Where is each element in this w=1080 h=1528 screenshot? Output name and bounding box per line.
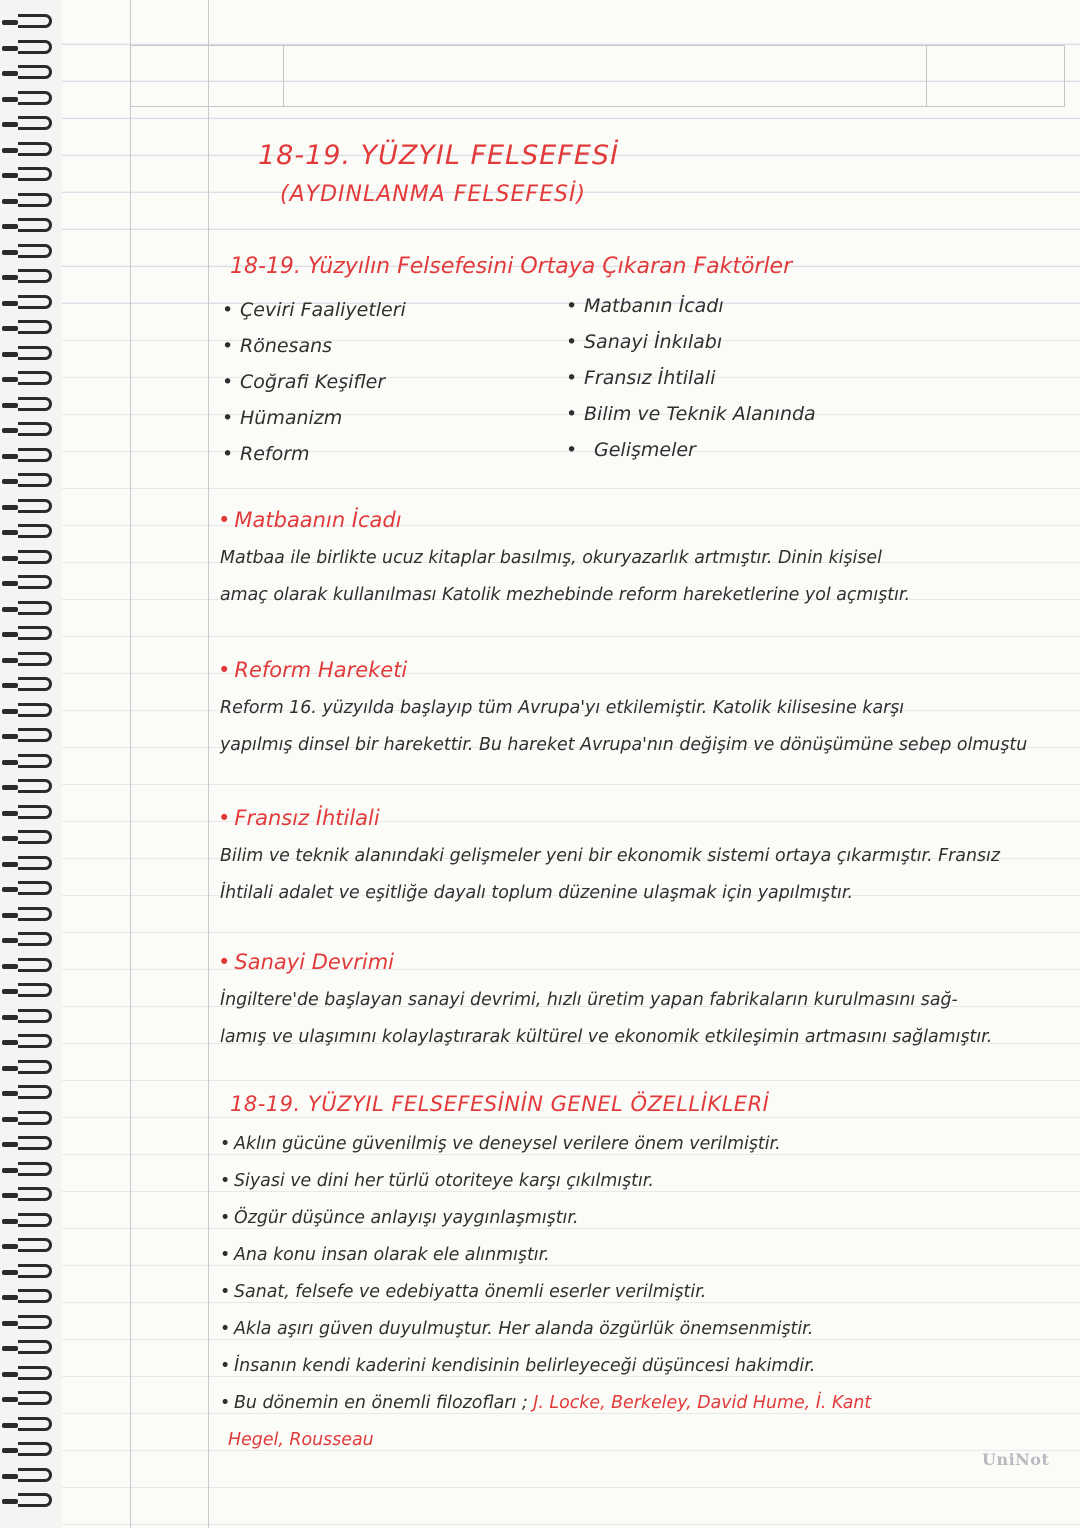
spiral-ring (18, 244, 52, 258)
spiral-ring (18, 1289, 52, 1303)
spiral-ring (18, 1009, 52, 1023)
spiral-ring (18, 295, 52, 309)
spiral-ring (18, 550, 52, 564)
spiral-ring (18, 575, 52, 589)
philosophers-names: J. Locke, Berkeley, David Hume, İ. Kant (533, 1393, 872, 1413)
spiral-ring (18, 1136, 52, 1150)
spiral-ring (18, 397, 52, 411)
paragraph-line: Reform 16. yüzyılda başlayıp tüm Avrupa'yı etkilemiştir. Katolik kilisesine karşı (220, 698, 905, 718)
list-item: • Çeviri Faaliyetleri (222, 292, 406, 328)
factors-heading: 18-19. Yüzyılın Felsefesini Ortaya Çıkaran Faktörler (230, 254, 793, 279)
section-heading-reform: • Reform Hareketi (218, 658, 407, 682)
spiral-ring (18, 1391, 52, 1405)
header-divider (926, 46, 927, 106)
section-heading-french-revolution: • Fransız İhtilali (218, 806, 380, 830)
paragraph-line: Bilim ve teknik alanındaki gelişmeler yeni bir ekonomik sistemi ortaya çıkarmıştır. Fransız (220, 846, 1001, 866)
factors-right-list (566, 288, 816, 468)
spiral-ring (18, 881, 52, 895)
spiral-ring (18, 1493, 52, 1507)
spiral-ring (18, 167, 52, 181)
paragraph-line: yapılmış dinsel bir harekettir. Bu hareket Avrupa'nın değişim ve dönüşümüne sebep olmuştu (220, 735, 1028, 755)
spiral-ring (18, 703, 52, 717)
margin-line-inner (208, 0, 209, 1528)
section-paragraph-printing (220, 540, 1070, 614)
spiral-ring (18, 269, 52, 283)
paragraph-line: Matbaa ile birlikte ucuz kitaplar basılmış, okuryazarlık artmıştır. Dinin kişisel (220, 548, 882, 568)
spiral-ring (18, 626, 52, 640)
spiral-ring (18, 193, 52, 207)
spiral-ring (18, 65, 52, 79)
spiral-ring (18, 856, 52, 870)
factors-left-list (222, 292, 406, 472)
spiral-ring (18, 116, 52, 130)
paragraph-line: amaç olarak kullanılması Katolik mezhebinde reform hareketlerine yol açmıştır. (220, 585, 910, 605)
spiral-ring (18, 907, 52, 921)
list-item: • Ana konu insan olarak ele alınmıştır. (220, 1237, 1070, 1274)
spiral-ring (18, 91, 52, 105)
spiral-ring (18, 677, 52, 691)
list-item-continued: • Gelişmeler (566, 432, 816, 468)
spiral-ring (18, 1315, 52, 1329)
spiral-ring (18, 346, 52, 360)
spiral-ring (18, 1264, 52, 1278)
list-item: • Akla aşırı güven duyulmuştur. Her alanda özgürlük önemsenmiştir. (220, 1311, 1070, 1348)
spiral-ring (18, 958, 52, 972)
paragraph-line: İngiltere'de başlayan sanayi devrimi, hızlı üretim yapan fabrikaların kurulmasını sağ- (220, 990, 958, 1010)
page-title: 18-19. YÜZYIL FELSEFESİ (258, 140, 619, 171)
spiral-ring (18, 754, 52, 768)
list-item: • Sanayi İnkılabı (566, 324, 816, 360)
spiral-ring (18, 1162, 52, 1176)
spiral-ring (18, 1034, 52, 1048)
spiral-ring (18, 448, 52, 462)
list-item: • Coğrafi Keşifler (222, 364, 406, 400)
spiral-ring (18, 40, 52, 54)
spiral-ring (18, 728, 52, 742)
general-features-list (220, 1126, 1070, 1459)
general-features-heading: 18-19. YÜZYIL FELSEFESİNİN GENEL ÖZELLİKLERİ (230, 1092, 770, 1116)
list-item: • Hümanizm (222, 400, 406, 436)
spiral-ring (18, 932, 52, 946)
spiral-ring (18, 1085, 52, 1099)
spiral-ring (18, 14, 52, 28)
spiral-ring (18, 218, 52, 232)
section-paragraph-french-revolution (220, 838, 1070, 912)
philosophers-prefix: Bu dönemin en önemli filozofları ; (234, 1393, 528, 1413)
list-item: • Özgür düşünce anlayışı yaygınlaşmıştır. (220, 1200, 1070, 1237)
watermark-logo: UniNot (982, 1450, 1050, 1469)
spiral-ring (18, 830, 52, 844)
spiral-ring (18, 983, 52, 997)
spiral-ring (18, 524, 52, 538)
list-item: • Reform (222, 436, 406, 472)
list-item: • Sanat, felsefe ve edebiyatta önemli eserler verilmiştir. (220, 1274, 1070, 1311)
section-heading-printing: • Matbaanın İcadı (218, 508, 402, 532)
list-item: • Fransız İhtilali (566, 360, 816, 396)
paragraph-line: lamış ve ulaşımını kolaylaştırarak kültürel ve ekonomik etkileşimin artmasını sağlamıştır. (220, 1027, 993, 1047)
spiral-ring (18, 1340, 52, 1354)
spiral-ring (18, 805, 52, 819)
spiral-ring (18, 1187, 52, 1201)
section-heading-industrial-revolution: • Sanayi Devrimi (218, 950, 394, 974)
list-item: • Aklın gücüne güvenilmiş ve deneysel verilere önem verilmiştir. (220, 1126, 1070, 1163)
section-paragraph-industrial-revolution (220, 982, 1070, 1056)
margin-line-left (130, 0, 131, 1528)
spiral-ring (18, 1366, 52, 1380)
spiral-ring (18, 652, 52, 666)
spiral-ring (18, 1060, 52, 1074)
list-item: • Matbanın İcadı (566, 288, 816, 324)
list-item-philosophers (220, 1385, 1070, 1422)
header-box (130, 45, 1065, 107)
spiral-ring (18, 499, 52, 513)
spiral-ring (18, 1442, 52, 1456)
spiral-ring (18, 1213, 52, 1227)
spiral-binding (0, 0, 62, 1528)
spiral-ring (18, 320, 52, 334)
spiral-ring (18, 422, 52, 436)
philosophers-names-continued: Hegel, Rousseau (228, 1430, 374, 1450)
spiral-ring (18, 1238, 52, 1252)
spiral-ring (18, 1417, 52, 1431)
spiral-ring (18, 142, 52, 156)
list-item: • İnsanın kendi kaderini kendisinin belirleyeceği düşüncesi hakimdir. (220, 1348, 1070, 1385)
list-item: • Siyasi ve dini her türlü otoriteye karşı çıkılmıştır. (220, 1163, 1070, 1200)
header-divider (283, 46, 284, 106)
spiral-ring (18, 473, 52, 487)
spiral-ring (18, 371, 52, 385)
spiral-ring (18, 779, 52, 793)
list-item: • Rönesans (222, 328, 406, 364)
list-item: • Bilim ve Teknik Alanında (566, 396, 816, 432)
paragraph-line: İhtilali adalet ve eşitliğe dayalı toplum düzenine ulaşmak için yapılmıştır. (220, 883, 853, 903)
spiral-ring (18, 1468, 52, 1482)
spiral-ring (18, 601, 52, 615)
section-paragraph-reform (220, 690, 1070, 764)
spiral-ring (18, 1111, 52, 1125)
page-subtitle: (AYDINLANMA FELSEFESİ) (280, 182, 587, 207)
